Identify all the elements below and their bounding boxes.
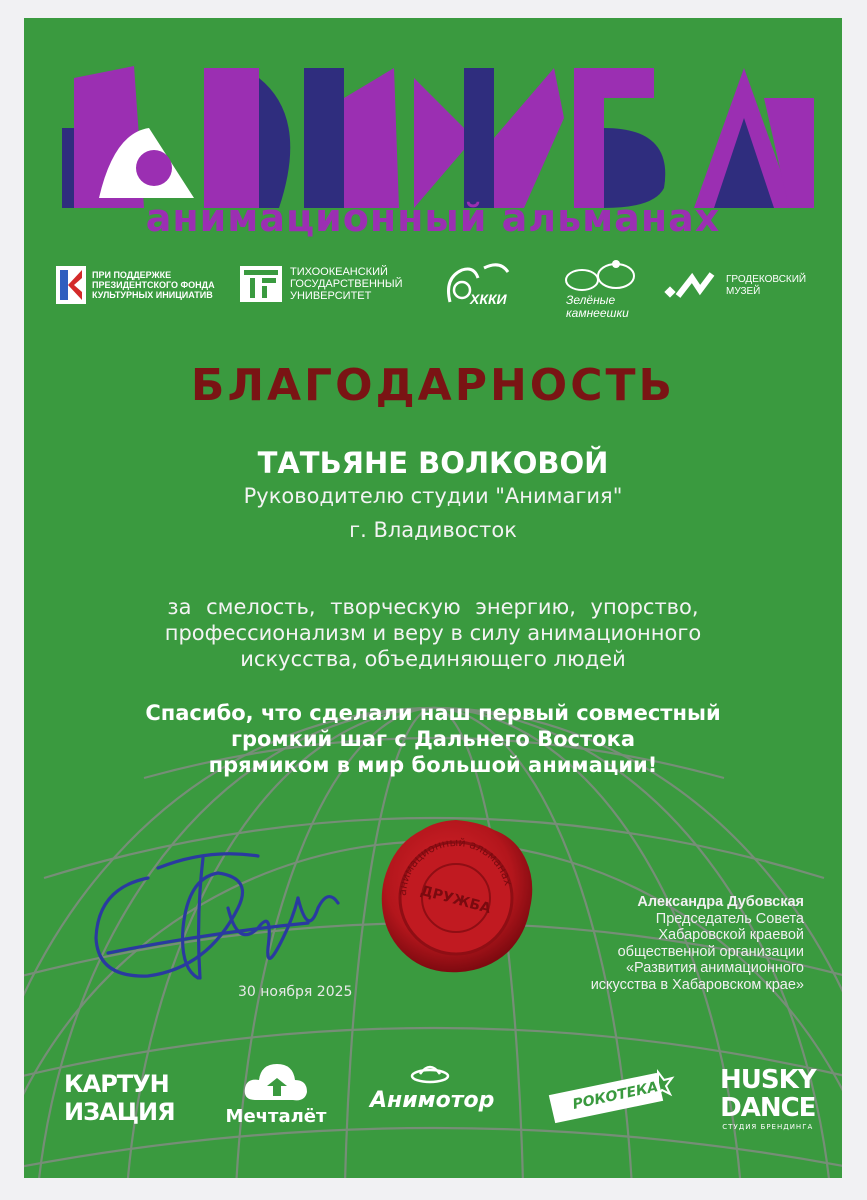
- reason-text: [24, 594, 842, 672]
- partner-text-line: ГРОДЕКОВСКИЙ: [726, 274, 807, 285]
- signer-title-line: общественной организации: [617, 943, 804, 960]
- partner-togu: [240, 266, 402, 302]
- recipient-name: ТАТЬЯНЕ ВОЛКОВОЙ: [257, 446, 609, 480]
- partner-text-line: камнеешки: [566, 306, 629, 320]
- partner-text-line: КУЛЬТУРНЫХ ИНИЦИАТИВ: [92, 290, 213, 300]
- druzhba-title-logo: [54, 58, 814, 208]
- sponsor-kartunizatsiya: [64, 1070, 175, 1126]
- zelenye-kameshki-logo-icon: [560, 256, 640, 292]
- ufo-icon: [410, 1058, 450, 1088]
- signer-title-line: «Развития анимационного: [625, 960, 804, 976]
- signer-title-line: Председатель Совета: [655, 910, 804, 927]
- sponsor-line: Мечталёт: [225, 1106, 327, 1127]
- reason-line: профессионализм и веру в силу анимационного: [164, 621, 702, 645]
- signer-title-line: Хабаровской краевой: [658, 927, 804, 943]
- seal-logo-text: ДРУЖБА: [418, 882, 493, 917]
- partner-text-line: ХККИ: [470, 291, 507, 307]
- signer-title-line: искусства в Хабаровском крае»: [590, 976, 804, 993]
- partner-presidential-fund: [56, 266, 215, 304]
- sponsor-line: КАРТУН: [64, 1070, 169, 1098]
- partner-text-line: УНИВЕРСИТЕТ: [290, 290, 372, 302]
- recipient-role: Руководителю студии "Анимагия": [243, 484, 623, 508]
- sponsor-line: СТУДИЯ БРЕНДИНГА: [722, 1123, 814, 1131]
- sponsor-line: ИЗАЦИЯ: [64, 1098, 175, 1126]
- sponsor-line: Анимотор: [370, 1088, 495, 1113]
- signer-block: [591, 894, 804, 993]
- partner-text-line: ПРИ ПОДДЕРЖКЕ: [92, 270, 172, 280]
- signer-name: Александра Дубовская: [637, 894, 804, 910]
- grodekov-museum-logo-icon: [664, 270, 722, 302]
- partner-text-line: ТИХООКЕАНСКИЙ: [290, 266, 388, 278]
- handwritten-signature: [88, 838, 358, 988]
- reason-line: искусства, объединяющего людей: [240, 647, 626, 671]
- partner-text-line: ПРЕЗИДЕНТСКОГО ФОНДА: [92, 280, 215, 290]
- partner-hkki: [440, 258, 516, 312]
- partner-grodekov-museum: [664, 270, 806, 302]
- certificate: [24, 18, 842, 1178]
- closing-line: прямиком в мир большой анимации!: [208, 753, 658, 777]
- sponsor-husky-dance: [720, 1066, 816, 1132]
- subtitle: анимационный альманах: [145, 196, 721, 240]
- closing-text: [24, 700, 842, 778]
- presidential-fund-logo-icon: [56, 266, 86, 304]
- sponsor-mechtalet: [216, 1060, 336, 1127]
- togu-logo-icon: [240, 266, 282, 302]
- signature-date: 30 ноября 2025: [238, 984, 353, 1000]
- page-title: БЛАГОДАРНОСТЬ: [190, 360, 676, 411]
- sponsor-animotor: [370, 1058, 495, 1113]
- wax-seal: [376, 816, 536, 976]
- sponsor-line: HUSKY: [720, 1065, 816, 1095]
- partner-text-line: ГОСУДАРСТВЕННЫЙ: [290, 278, 403, 290]
- reason-line: за смелость, творческую энергию, упорство,: [167, 595, 699, 619]
- sponsor-line: РОКОТЕКА: [571, 1079, 660, 1113]
- closing-line: Спасибо, что сделали наш первый совместный: [145, 701, 721, 725]
- partner-zelenye-kameshki: [560, 256, 629, 320]
- seal-arc-text: анимационный альманах: [395, 835, 515, 897]
- cloud-icon: [243, 1060, 309, 1104]
- partner-text-line: Зелёные: [566, 293, 616, 307]
- closing-line: громкий шаг с Дальнего Востока: [230, 727, 635, 751]
- recipient-city: г. Владивосток: [349, 518, 517, 542]
- sponsor-line: DANCE: [720, 1093, 816, 1123]
- partner-text-line: МУЗЕЙ: [726, 286, 761, 297]
